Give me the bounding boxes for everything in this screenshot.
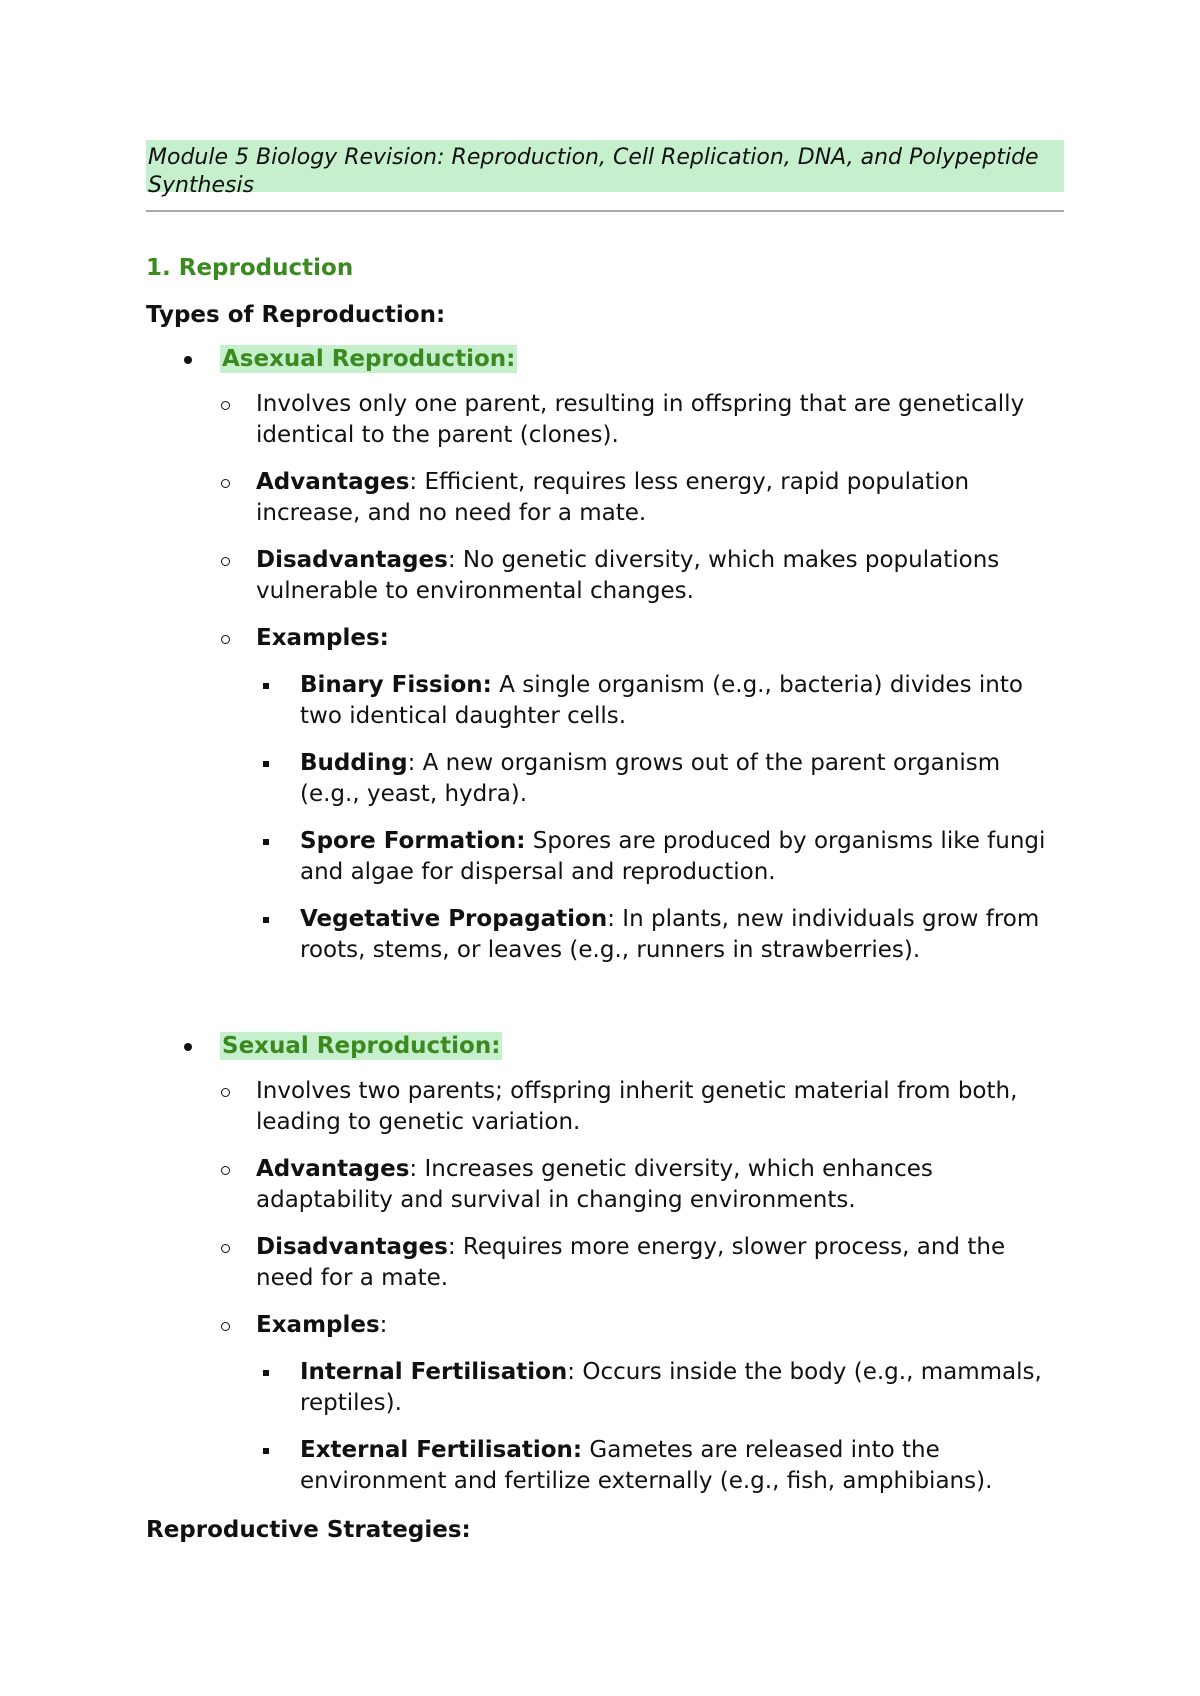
point-text: : — [379, 1312, 388, 1338]
circle-bullet-icon — [221, 557, 230, 566]
point-text: : Efficient, requires less energy, rapid population increase, and no need for a mate. — [256, 469, 970, 526]
example-bold: External Fertilisation: — [300, 1437, 583, 1463]
example-bold: Vegetative Propagation — [300, 906, 608, 932]
example-text: Gametes are released into the environment and fertilize externally (e.g., fish, amphibians). — [300, 1437, 993, 1494]
list-item — [146, 467, 1064, 529]
list-item — [146, 1154, 1064, 1216]
list-item — [146, 826, 1064, 888]
asexual-item — [146, 345, 1064, 1016]
circle-bullet-icon — [221, 479, 230, 488]
asexual-points — [146, 389, 1064, 966]
square-bullet-icon — [263, 1448, 269, 1454]
document-page — [146, 140, 1064, 1544]
square-bullet-icon — [263, 839, 269, 845]
types-heading: Types of Reproduction: — [146, 302, 446, 328]
sexual-item — [146, 1032, 1064, 1497]
circle-bullet-icon — [221, 635, 230, 644]
spacer — [220, 966, 1064, 1016]
reproduction-types-list — [146, 345, 1064, 1497]
sexual-points — [146, 1076, 1064, 1497]
example-text: : Occurs inside the body (e.g., mammals, reptiles). — [300, 1359, 1042, 1416]
circle-bullet-icon — [221, 1088, 230, 1097]
list-item — [146, 748, 1064, 810]
square-bullet-icon — [263, 761, 269, 767]
point-text: : Requires more energy, slower process, and the need for a mate. — [256, 1234, 1006, 1291]
circle-bullet-icon — [221, 1322, 230, 1331]
list-item — [146, 545, 1064, 607]
point-text: Involves two parents; offspring inherit genetic material from both, leading to genetic variation. — [256, 1078, 1018, 1135]
list-item — [146, 1435, 1064, 1497]
square-bullet-icon — [263, 917, 269, 923]
sexual-examples — [146, 1357, 1064, 1497]
list-item — [146, 623, 1064, 966]
horizontal-rule — [146, 210, 1064, 212]
list-item — [146, 1357, 1064, 1419]
list-item — [146, 670, 1064, 732]
point-text: Involves only one parent, resulting in offspring that are genetically identical to the parent (clones). — [256, 391, 1025, 448]
point-bold: Examples — [256, 1312, 380, 1338]
example-bold: Budding — [300, 750, 408, 776]
asexual-examples — [146, 670, 1064, 966]
square-bullet-icon — [263, 1370, 269, 1376]
example-bold: Internal Fertilisation — [300, 1359, 568, 1385]
list-item — [146, 1310, 1064, 1497]
example-text: : A new organism grows out of the parent organism (e.g., yeast, hydra). — [300, 750, 1001, 807]
bullet-icon — [184, 356, 192, 364]
bullet-icon — [184, 1043, 192, 1051]
square-bullet-icon — [263, 683, 269, 689]
circle-bullet-icon — [221, 1244, 230, 1253]
circle-bullet-icon — [221, 401, 230, 410]
point-text: : Increases genetic diversity, which enhances adaptability and survival in changing environments. — [256, 1156, 933, 1213]
example-bold: Binary Fission: — [300, 672, 492, 698]
list-item — [146, 389, 1064, 451]
circle-bullet-icon — [221, 1166, 230, 1175]
point-bold: Disadvantages — [256, 547, 448, 573]
list-item — [146, 1232, 1064, 1294]
point-bold: Advantages — [256, 1156, 410, 1182]
example-text: A single organism (e.g., bacteria) divides into two identical daughter cells. — [300, 672, 1023, 729]
point-bold: Examples: — [256, 625, 389, 651]
list-item — [146, 1076, 1064, 1138]
example-bold: Spore Formation: — [300, 828, 526, 854]
section-heading: 1. Reproduction — [146, 255, 354, 281]
example-text: : In plants, new individuals grow from roots, stems, or leaves (e.g., runners in strawberries). — [300, 906, 1040, 963]
document-title: Module 5 Biology Revision: Reproduction, Cell Replication, DNA, and Polypeptide Synthesis — [146, 140, 1064, 192]
list-item — [146, 904, 1064, 966]
asexual-label: Asexual Reproduction: — [222, 346, 516, 372]
point-bold: Disadvantages — [256, 1234, 448, 1260]
point-text: : No genetic diversity, which makes populations vulnerable to environmental changes. — [256, 547, 1000, 604]
sexual-label: Sexual Reproduction: — [222, 1033, 501, 1059]
point-bold: Advantages — [256, 469, 410, 495]
example-text: Spores are produced by organisms like fungi and algae for dispersal and reproduction. — [300, 828, 1046, 885]
strategies-heading: Reproductive Strategies: — [146, 1517, 471, 1543]
